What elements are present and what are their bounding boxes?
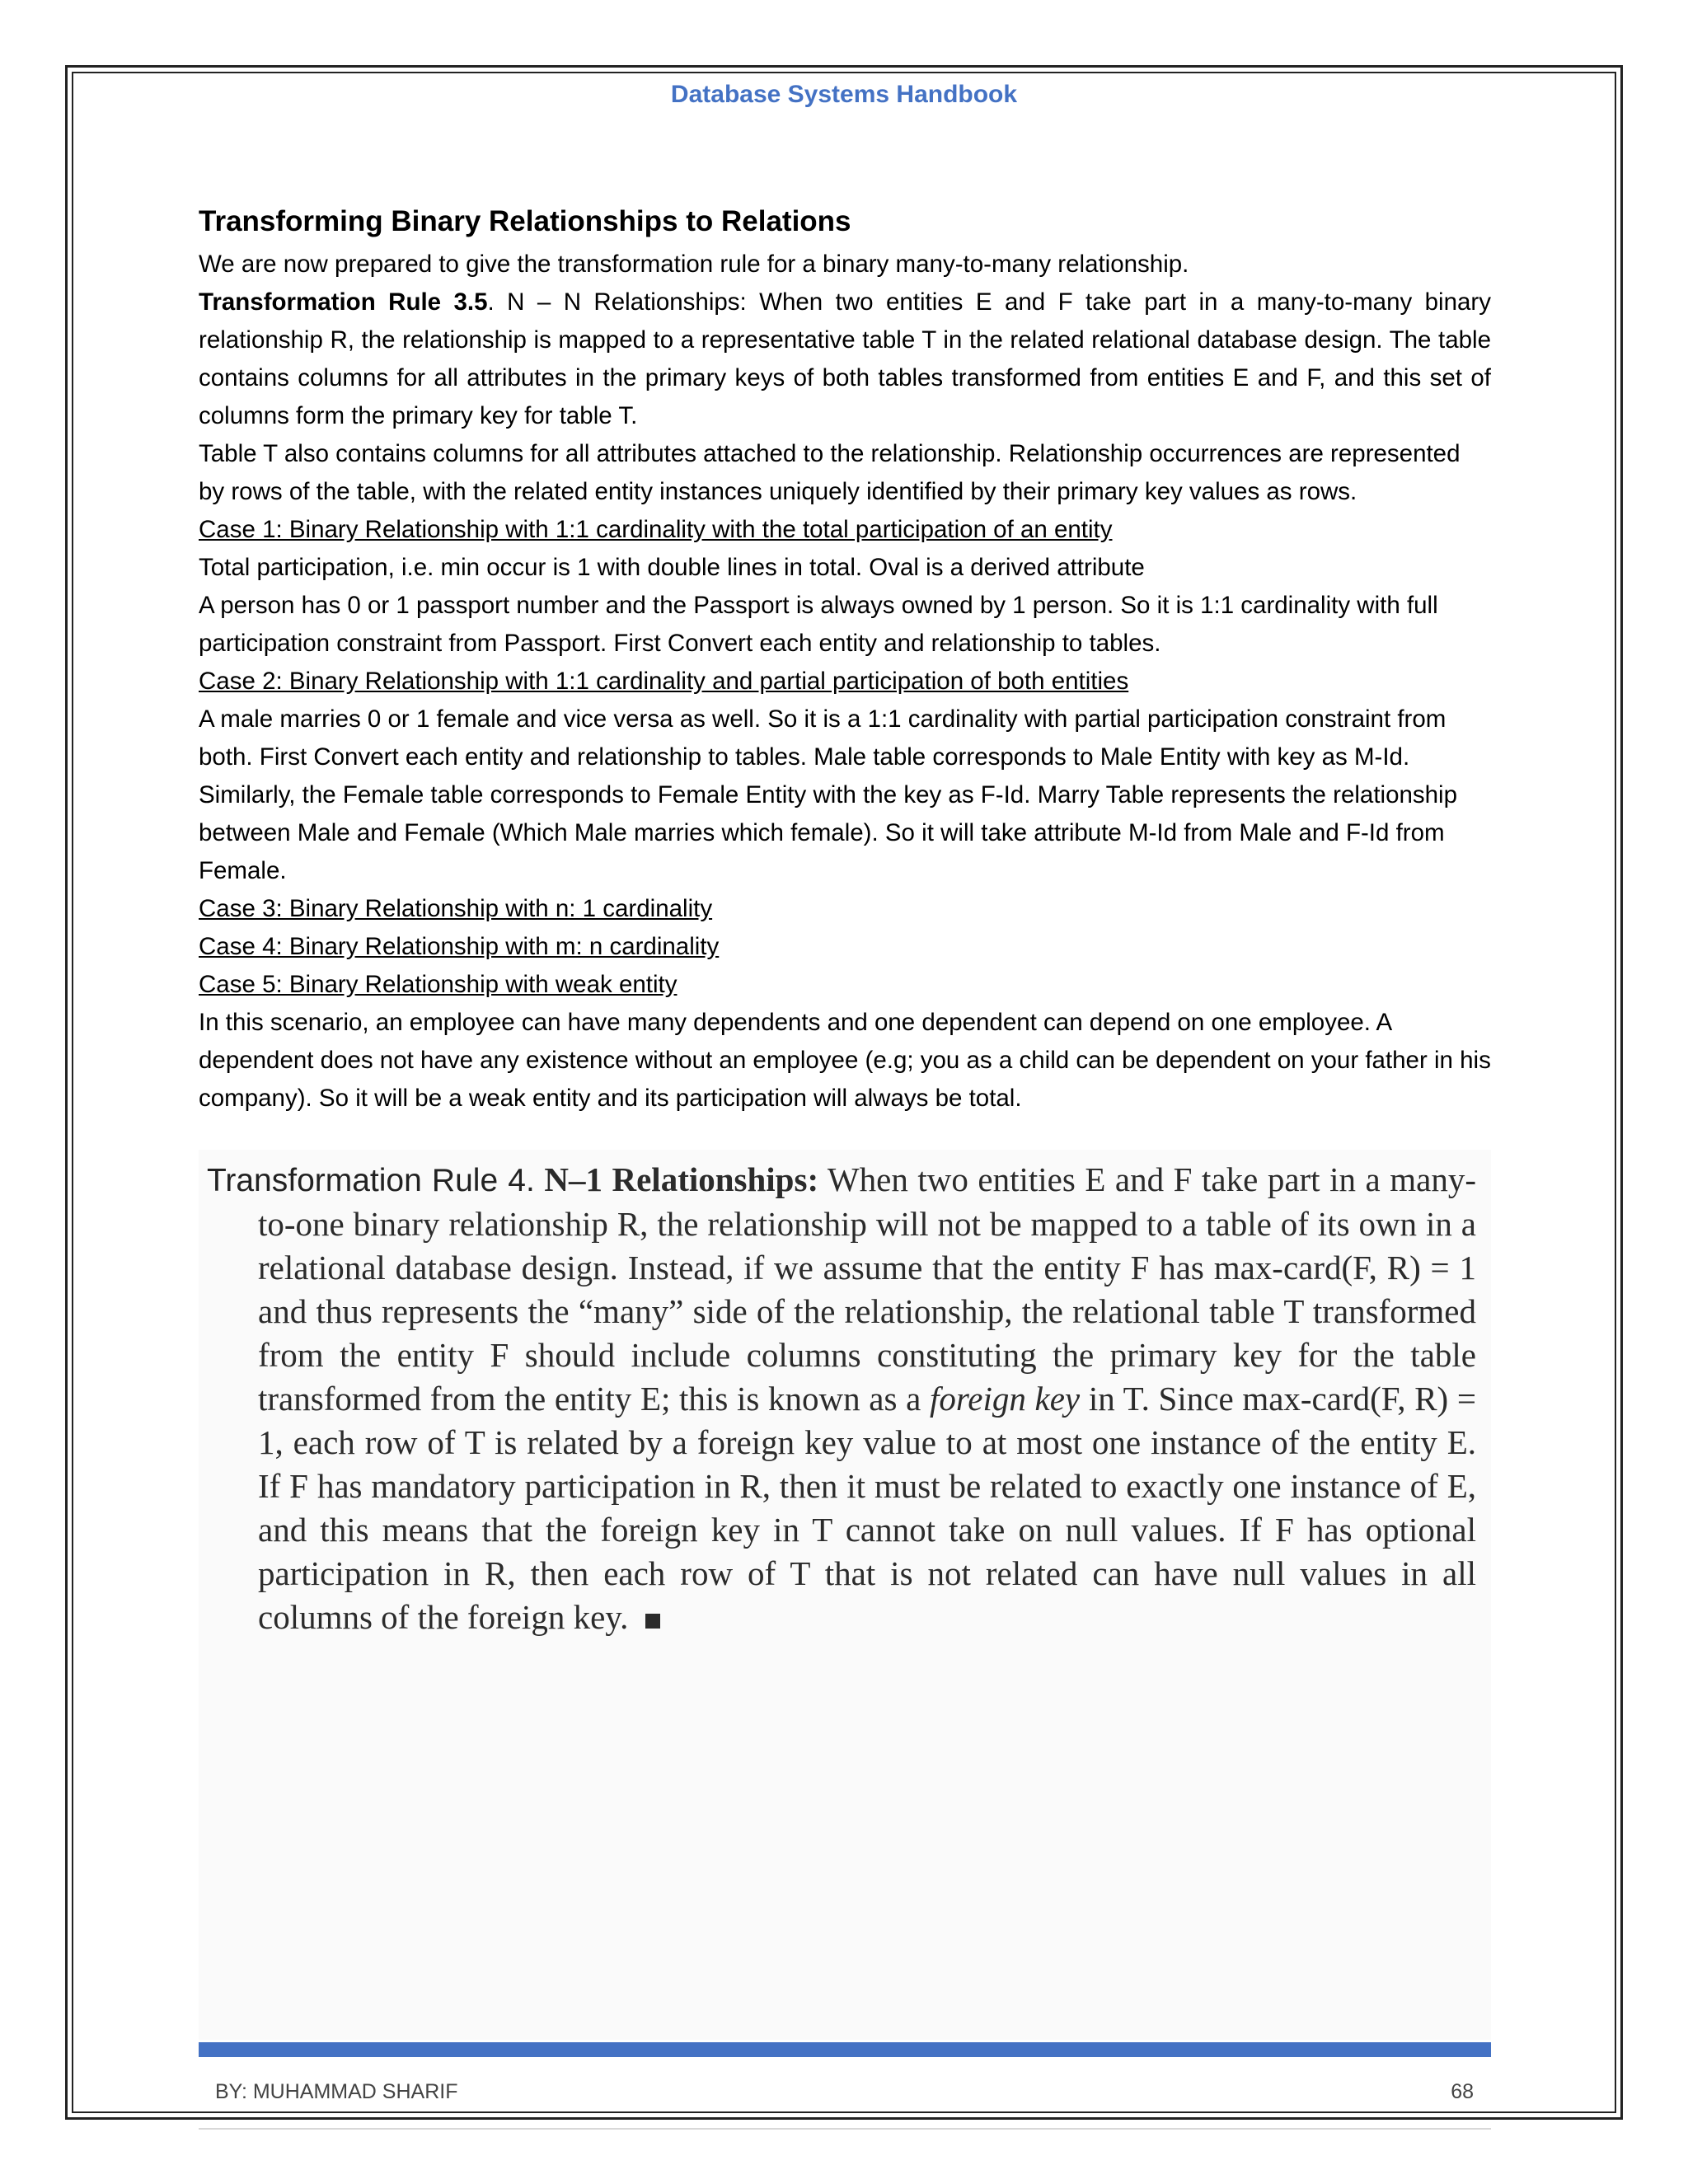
case-5-title: Case 5: Binary Relationship with weak entity <box>199 971 678 998</box>
rule-3-5-text: . N – N Relationships: When two entities E and F take part in a many-to-many binary relationship R, the relationship is mapped to a representative table T in the related relational database design. The table contains columns for all attributes in the primary keys of both tables transformed from entities E and F, and this set of columns form the primary key for table T. <box>199 288 1491 429</box>
table-t-paragraph: Table T also contains columns for all attributes attached to the relationship. Relationship occurrences are represented by rows of the table, with the related entity instances uniquely identified by their primary key values as rows. <box>199 440 1461 505</box>
case-1-line-2: A person has 0 or 1 passport number and the Passport is always owned by 1 person. So it is 1:1 cardinality with full participation constraint from Passport. First Convert each entity and relationship to tables. <box>199 592 1438 657</box>
case-1-line-1: Total participation, i.e. min occur is 1 with double lines in total. Oval is a derived attribute <box>199 554 1145 581</box>
scanned-rule-4-text-2: in T. Since max-card(F, R) = 1, each row of T is related by a foreign key value to at most one instance of the entity E. If F has mandatory participation in R, then it must be related to exactly one instance of E, and this means that the foreign key in T cannot take on null values. If F has optional participation in R, then each row of T that is not related can have null values in all columns of the foreign key. <box>258 1380 1476 1636</box>
scanned-rule-4-heading: N–1 Relationships: <box>544 1160 819 1198</box>
scanned-rule-4-lead: Transformation Rule 4. <box>207 1163 535 1198</box>
scanned-rule-4 <box>207 1158 1476 1639</box>
case-2-text: A male marries 0 or 1 female and vice versa as well. So it is a 1:1 cardinality with partial participation constraint from both. First Convert each entity and relationship to tables. Male table corresponds to Male Entity with key as M-Id. Similarly, the Female table corresponds to Female Entity with the key as F-Id. Marry Table represents the relationship between Male and Female (Which Male marries which female). So it will take attribute M-Id from Male and F-Id from Female. <box>199 705 1458 884</box>
footer-divider <box>199 2128 1491 2130</box>
case-5-text: In this scenario, an employee can have many dependents and one dependent can depend on one employee. A dependent does not have any existence without an employee (e.g; you as a child can be dependent on your father in his company). So it will be a weak entity and its participation will always be total. <box>199 1009 1491 1112</box>
page-number: 68 <box>1451 2080 1474 2103</box>
case-1-title: Case 1: Binary Relationship with 1:1 cardinality with the total participation of an entity <box>199 516 1113 543</box>
rule-3-5-paragraph <box>199 284 1491 435</box>
footer-author: BY: MUHAMMAD SHARIF <box>215 2080 458 2103</box>
case-2-title: Case 2: Binary Relationship with 1:1 cardinality and partial participation of both entities <box>199 668 1129 695</box>
rule-3-5-label: Transformation Rule 3.5 <box>199 288 488 316</box>
scanned-rule-4-text-1: When two entities E and F take part in a many-to-one binary relationship R, the relationship will not be mapped to a table of its own in a relational database design. Instead, if we assume that the entity F has max-card(F, R) = 1 and thus represents the “many” side of the relationship, the relational table T transformed from the entity F should include columns constituting the primary key for the table transformed from the entity E; this is known as a <box>258 1160 1477 1418</box>
section-heading: Transforming Binary Relationships to Relations <box>199 205 851 237</box>
running-header: Database Systems Handbook <box>670 81 1018 108</box>
footer-accent-bar <box>199 2042 1491 2057</box>
scanned-excerpt <box>199 1150 1491 2040</box>
page-content <box>199 198 1491 1118</box>
end-of-rule-square-icon <box>645 1614 660 1629</box>
scanned-rule-4-italic: foreign key <box>929 1380 1081 1418</box>
case-4-title: Case 4: Binary Relationship with m: n cardinality <box>199 933 720 960</box>
case-3-title: Case 3: Binary Relationship with n: 1 cardinality <box>199 895 713 922</box>
intro-paragraph: We are now prepared to give the transformation rule for a binary many-to-many relationship. <box>199 251 1189 278</box>
